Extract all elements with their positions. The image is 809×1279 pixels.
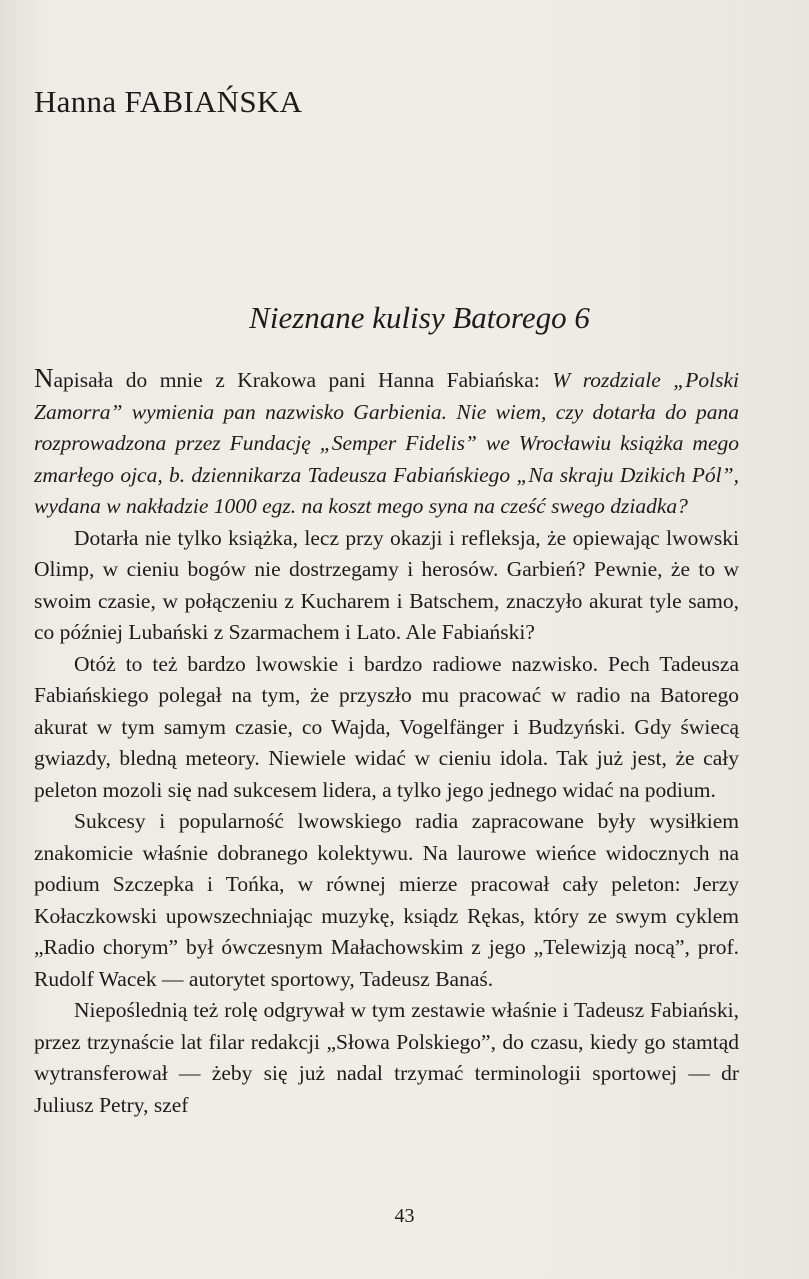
drop-initial: N [34, 363, 54, 393]
quoted-letter: W rozdziale „Polski Zamorra” wymienia pan nazwisko Garbienia. Nie wiem, czy dotarła do pana rozprowadzona przez Fundację „Semper Fidelis” we Wrocławiu książka mego zmarłego ojca, b. dziennikarza Tadeusza Fabiańskiego „Na skraju Dzikich Pól”, wydana w nakładzie 1000 egz. na koszt mego syna na cześć swego dziadka? [34, 368, 739, 518]
author-name: Hanna FABIAŃSKA [34, 84, 303, 119]
page-number: 43 [394, 1205, 415, 1227]
paragraph: Sukcesy i popularność lwowskiego radia zapracowane były wysiłkiem znakomicie właśnie dobranego kolektywu. Na laurowe wieńce widocznych na podium Szczepka i Tońka, w równej mierze pracował cały peleton: Jerzy Kołaczkowski upowszechniając muzykę, ksiądz Rękas, który ze swym cyklem „Radio chorym” był ówczesnym Małachowskim z jego „Telewizją nocą”, prof. Rudolf Wacek — autorytet sportowy, Tadeusz Banaś. [34, 809, 739, 991]
paragraph [34, 363, 739, 523]
paragraph: Dotarła nie tylko książka, lecz przy okazji i refleksja, że opiewając lwowski Olimp, w cieniu bogów nie dostrzegamy i herosów. Garbień? Pewnie, że to w swoim czasie, w połączeniu z Kucharem i Batschem, znaczyło akurat tyle samo, co później Lubański z Szarmachem i Lato. Ale Fabiański? [34, 525, 739, 644]
paragraph-lead: apisała do mnie z Krakowa pani Hanna Fabiańska: [53, 368, 553, 392]
chapter-body [34, 363, 739, 1121]
chapter-title: Nieznane kulisy Batorego 6 [249, 300, 590, 335]
paragraph: Niepoślednią też rolę odgrywał w tym zestawie właśnie i Tadeusz Fabiański, przez trzynaście lat filar redakcji „Słowa Polskiego”, do czasu, kiedy go stamtąd wytransferował — żeby się już nadal trzymać terminologii sportowej — dr Juliusz Petry, szef [34, 998, 739, 1117]
paragraph: Otóż to też bardzo lwowskie i bardzo radiowe nazwisko. Pech Tadeusza Fabiańskiego polegał na tym, że przyszło mu pracować w radio na Batorego akurat w tym samym czasie, co Wajda, Vogelfänger i Budzyński. Gdy świecą gwiazdy, bledną meteory. Niewiele widać w cieniu idola. Tak już jest, że cały peleton mozoli się nad sukcesem lidera, a tylko jego jednego widać na podium. [34, 651, 739, 802]
